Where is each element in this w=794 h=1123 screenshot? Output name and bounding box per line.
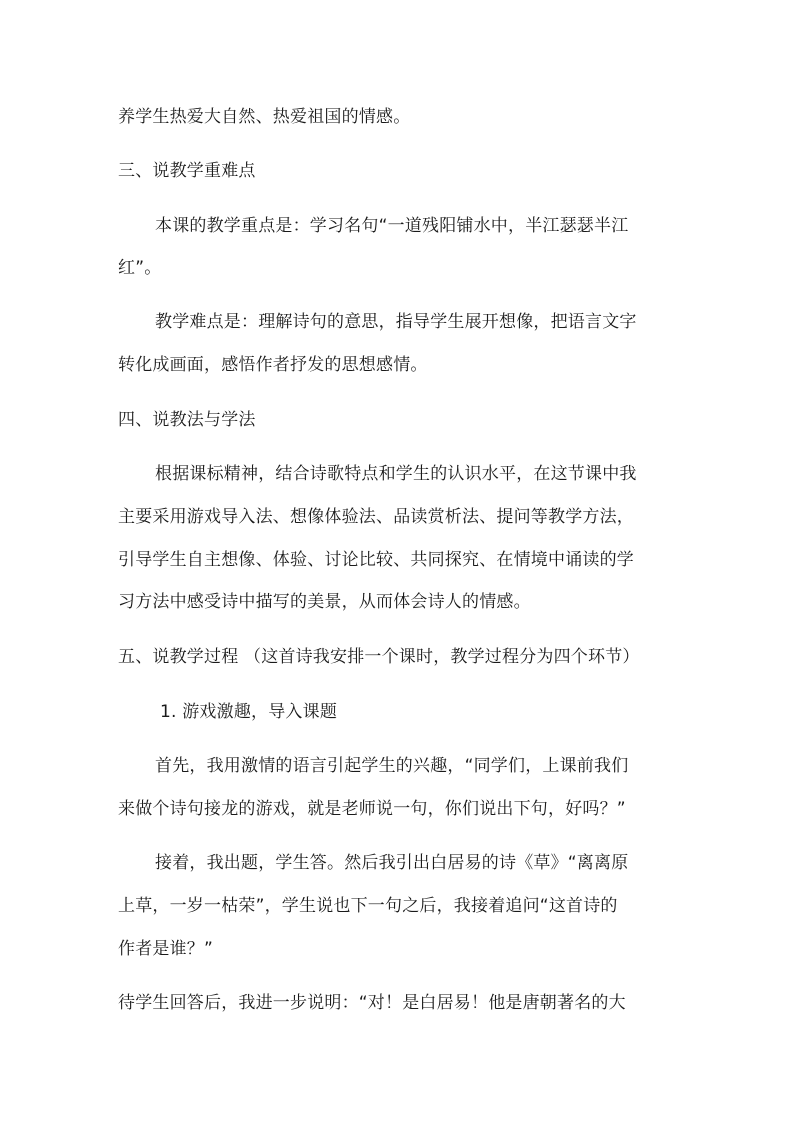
text-line: 首先，我用激情的语言引起学生的兴趣，“同学们，上课前我们 [155,756,629,776]
text-line: 养学生热爱大自然、热爱祖国的情感。 [118,107,411,127]
text-line: 作者是谁？” [118,939,214,959]
text-line: 引导学生自主想像、体验、讨论比较、共同探究、在情境中诵读的学 [118,550,634,570]
text-line: 习方法中感受诗中描写的美景，从而体会诗人的情感。 [118,592,531,612]
text-line: 教学难点是：理解诗句的意思，指导学生展开想像，把语言文字 [155,312,637,332]
section-heading: 五、说教学过程 （这首诗我安排一个课时，教学过程分为四个环节） [118,647,640,667]
subsection-heading: 1. 游戏激趣，导入课题 [160,702,338,722]
text-line: 根据课标精神，结合诗歌特点和学生的认识水平，在这节课中我 [155,464,637,484]
text-line: 本课的教学重点是：学习名句“一道残阳铺水中，半江瑟瑟半江 [155,216,629,236]
text-line: 待学生回答后，我进一步说明：“对！是白居易！他是唐朝著名的大 [118,993,626,1013]
text-line: 主要采用游戏导入法、想像体验法、品读赏析法、提问等教学方法， [118,507,634,527]
section-heading: 三、说教学重难点 [118,161,256,181]
text-line: 接着，我出题，学生答。然后我引出白居易的诗《草》“离离原 [155,853,629,873]
text-line: 红”。 [118,258,162,278]
text-line: 来做个诗句接龙的游戏，就是老师说一句，你们说出下句，好吗？” [118,799,626,819]
text-line: 转化成画面，感悟作者抒发的思想感情。 [118,355,428,375]
section-heading: 四、说教法与学法 [118,410,256,430]
text-line: 上草，一岁一枯荣”，学生说也下一句之后，我接着追问“这首诗的 [118,896,618,916]
